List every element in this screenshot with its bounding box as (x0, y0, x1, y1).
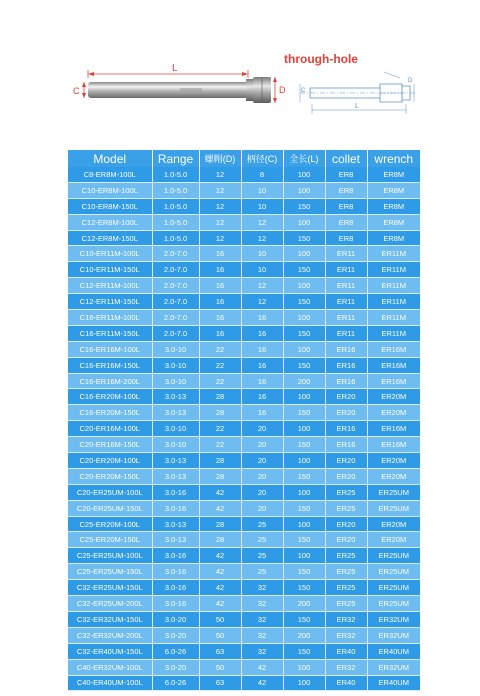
cell-wrench: ER20M (367, 532, 420, 548)
cell-wrench: ER25UM (367, 564, 420, 580)
cell-model: C16-ER20M-100L (68, 389, 152, 405)
cell-range: 3.0-20 (152, 659, 199, 675)
cell-nut-diameter: 12 (199, 230, 241, 246)
cell-nut-diameter: 42 (199, 596, 241, 612)
cell-collet: ER25 (325, 596, 367, 612)
cell-overall-length: 150 (283, 262, 325, 278)
table-row (68, 643, 420, 659)
cell-nut-diameter: 12 (199, 198, 241, 214)
cell-collet: ER8 (325, 167, 367, 182)
cell-wrench: ER25UM (367, 548, 420, 564)
cell-collet: ER20 (325, 453, 367, 469)
cell-collet: ER25 (325, 500, 367, 516)
cell-shank-diameter: 16 (241, 357, 283, 373)
cell-shank-diameter: 20 (241, 484, 283, 500)
cell-model: C10-ER8M-150L (68, 198, 152, 214)
cell-overall-length: 100 (283, 548, 325, 564)
cell-overall-length: 200 (283, 627, 325, 643)
cell-overall-length: 100 (283, 659, 325, 675)
cell-overall-length: 200 (283, 373, 325, 389)
through-hole-label: through-hole (284, 52, 358, 66)
cell-model: C32-ER40UM-150L (68, 643, 152, 659)
cell-wrench: ER25UM (367, 580, 420, 596)
cell-shank-diameter: 16 (241, 405, 283, 421)
cell-model: C20-ER16M-100L (68, 421, 152, 437)
cell-wrench: ER20M (367, 468, 420, 484)
table-row (68, 310, 420, 326)
cell-range: 3.0-20 (152, 611, 199, 627)
table-row (68, 405, 420, 421)
cell-range: 1.0-5.0 (152, 182, 199, 198)
table-row (68, 341, 420, 357)
cell-range: 2.0-7.0 (152, 325, 199, 341)
cell-model: C16-ER16M-100L (68, 341, 152, 357)
cell-range: 3.0-13 (152, 516, 199, 532)
cell-shank-diameter: 25 (241, 564, 283, 580)
cell-shank-diameter: 32 (241, 596, 283, 612)
cell-model: C20-ER25UM-150L (68, 500, 152, 516)
cell-overall-length: 100 (283, 310, 325, 326)
cell-collet: ER40 (325, 675, 367, 691)
header-nut-diameter: 螺帽(D) (199, 150, 241, 167)
cell-overall-length: 100 (283, 341, 325, 357)
cell-collet: ER16 (325, 341, 367, 357)
cell-wrench: ER11M (367, 246, 420, 262)
cell-nut-diameter: 42 (199, 564, 241, 580)
cell-collet: ER11 (325, 310, 367, 326)
cell-range: 3.0-16 (152, 484, 199, 500)
header-model: Model (68, 150, 152, 167)
cell-wrench: ER16M (367, 373, 420, 389)
cell-model: C12-ER8M-150L (68, 230, 152, 246)
cell-model: C32-ER25UM-150L (68, 580, 152, 596)
tool-holder-figure (0, 0, 480, 140)
cell-nut-diameter: 50 (199, 627, 241, 643)
cell-range: 2.0-7.0 (152, 262, 199, 278)
table-row (68, 182, 420, 198)
cell-range: 2.0-7.0 (152, 294, 199, 310)
cell-overall-length: 150 (283, 294, 325, 310)
cell-wrench: ER8M (367, 230, 420, 246)
cell-model: C12-ER8M-100L (68, 214, 152, 230)
cell-model: C12-ER11M-100L (68, 278, 152, 294)
table-row (68, 325, 420, 341)
length-dimension (88, 70, 248, 78)
cell-model: C16-ER11M-100L (68, 310, 152, 326)
cell-nut-diameter: 16 (199, 278, 241, 294)
cell-model: C16-ER20M-150L (68, 405, 152, 421)
table-row (68, 246, 420, 262)
cell-wrench: ER40UM (367, 643, 420, 659)
cell-overall-length: 150 (283, 405, 325, 421)
cell-nut-diameter: 16 (199, 262, 241, 278)
cell-wrench: ER8M (367, 182, 420, 198)
cell-range: 3.0-13 (152, 389, 199, 405)
table-row (68, 373, 420, 389)
cell-wrench: ER25UM (367, 484, 420, 500)
cell-range: 3.0-10 (152, 437, 199, 453)
table-row (68, 516, 420, 532)
cell-overall-length: 150 (283, 437, 325, 453)
cell-collet: ER8 (325, 230, 367, 246)
cell-overall-length: 100 (283, 278, 325, 294)
cell-model: C25-ER20M-100L (68, 516, 152, 532)
table-row (68, 468, 420, 484)
cell-nut-diameter: 22 (199, 421, 241, 437)
cell-overall-length: 150 (283, 500, 325, 516)
cell-collet: ER25 (325, 484, 367, 500)
cell-collet: ER25 (325, 580, 367, 596)
cell-collet: ER32 (325, 659, 367, 675)
cell-shank-diameter: 12 (241, 230, 283, 246)
cell-nut-diameter: 22 (199, 373, 241, 389)
cell-model: C25-ER20M-150L (68, 532, 152, 548)
cell-wrench: ER25UM (367, 596, 420, 612)
cell-collet: ER8 (325, 214, 367, 230)
table-row (68, 500, 420, 516)
cell-nut-diameter: 28 (199, 453, 241, 469)
cell-collet: ER20 (325, 516, 367, 532)
cell-model: C25-ER25UM-100L (68, 548, 152, 564)
cell-model: C32-ER32UM-200L (68, 627, 152, 643)
cell-shank-diameter: 20 (241, 453, 283, 469)
cell-wrench: ER16M (367, 341, 420, 357)
cell-range: 3.0-16 (152, 596, 199, 612)
cell-overall-length: 150 (283, 325, 325, 341)
cell-wrench: ER11M (367, 294, 420, 310)
cell-wrench: ER16M (367, 437, 420, 453)
header-overall-length: 全长(L) (283, 150, 325, 167)
cell-wrench: ER25UM (367, 500, 420, 516)
cell-nut-diameter: 12 (199, 182, 241, 198)
cell-wrench: ER11M (367, 262, 420, 278)
cell-model: C16-ER16M-200L (68, 373, 152, 389)
cell-shank-diameter: 10 (241, 262, 283, 278)
cell-nut-diameter: 42 (199, 580, 241, 596)
table-row (68, 611, 420, 627)
cell-wrench: ER32UM (367, 611, 420, 627)
cell-shank-diameter: 10 (241, 198, 283, 214)
cell-range: 3.0-13 (152, 405, 199, 421)
cell-nut-diameter: 16 (199, 294, 241, 310)
cell-shank-diameter: 42 (241, 675, 283, 691)
cell-nut-diameter: 50 (199, 659, 241, 675)
cell-range: 6.0-26 (152, 643, 199, 659)
table-row (68, 484, 420, 500)
table-row (68, 548, 420, 564)
cell-nut-diameter: 22 (199, 341, 241, 357)
cell-nut-diameter: 28 (199, 532, 241, 548)
cell-collet: ER20 (325, 405, 367, 421)
cell-wrench: ER11M (367, 325, 420, 341)
cell-range: 1.0-5.0 (152, 167, 199, 182)
cell-collet: ER11 (325, 325, 367, 341)
cell-shank-diameter: 20 (241, 421, 283, 437)
cell-model: C32-ER25UM-200L (68, 596, 152, 612)
cell-nut-diameter: 28 (199, 405, 241, 421)
cell-nut-diameter: 16 (199, 310, 241, 326)
cell-collet: ER25 (325, 548, 367, 564)
cell-wrench: ER32UM (367, 627, 420, 643)
cell-overall-length: 100 (283, 246, 325, 262)
cell-range: 3.0-13 (152, 453, 199, 469)
cell-nut-diameter: 12 (199, 214, 241, 230)
table-row (68, 532, 420, 548)
cell-model: C25-ER25UM-150L (68, 564, 152, 580)
cell-range: 1.0-5.0 (152, 214, 199, 230)
cell-wrench: ER40UM (367, 675, 420, 691)
cell-collet: ER8 (325, 198, 367, 214)
cell-range: 2.0-7.0 (152, 246, 199, 262)
cell-model: C20-ER20M-100L (68, 453, 152, 469)
cell-nut-diameter: 42 (199, 484, 241, 500)
table-row (68, 659, 420, 675)
cell-collet: ER16 (325, 437, 367, 453)
cell-model: C10-ER11M-150L (68, 262, 152, 278)
table-row (68, 453, 420, 469)
table-row (68, 214, 420, 230)
cell-collet: ER16 (325, 421, 367, 437)
cell-nut-diameter: 42 (199, 548, 241, 564)
cell-model: C20-ER20M-150L (68, 468, 152, 484)
cell-shank-diameter: 20 (241, 437, 283, 453)
cell-overall-length: 200 (283, 596, 325, 612)
drawing-length-label: L (355, 103, 359, 110)
cell-wrench: ER20M (367, 453, 420, 469)
cell-nut-diameter: 28 (199, 516, 241, 532)
cell-overall-length: 100 (283, 182, 325, 198)
cell-model: C8-ER8M-100L (68, 167, 152, 182)
cell-model: C32-ER32UM-150L (68, 611, 152, 627)
cell-nut-diameter: 28 (199, 389, 241, 405)
table-header-row (68, 150, 420, 167)
cell-range: 2.0-7.0 (152, 310, 199, 326)
cell-overall-length: 100 (283, 167, 325, 182)
cell-overall-length: 150 (283, 564, 325, 580)
cell-nut-diameter: 16 (199, 246, 241, 262)
cell-shank-diameter: 10 (241, 182, 283, 198)
cell-nut-diameter: 42 (199, 500, 241, 516)
cell-collet: ER11 (325, 294, 367, 310)
cell-model: C20-ER25UM-100L (68, 484, 152, 500)
cell-overall-length: 100 (283, 484, 325, 500)
cell-wrench: ER11M (367, 310, 420, 326)
cell-wrench: ER16M (367, 421, 420, 437)
cell-collet: ER40 (325, 643, 367, 659)
table-row (68, 262, 420, 278)
cell-shank-diameter: 12 (241, 294, 283, 310)
table-body (68, 167, 420, 691)
table-row (68, 437, 420, 453)
table-row (68, 580, 420, 596)
cell-model: C40-ER40UM-100L (68, 675, 152, 691)
cell-wrench: ER11M (367, 278, 420, 294)
cell-overall-length: 100 (283, 516, 325, 532)
cell-wrench: ER20M (367, 516, 420, 532)
cell-shank-diameter: 25 (241, 516, 283, 532)
header-wrench: wrench (367, 150, 420, 167)
cell-overall-length: 150 (283, 643, 325, 659)
header-collet: collet (325, 150, 367, 167)
cell-wrench: ER32UM (367, 659, 420, 675)
table-row (68, 357, 420, 373)
cell-overall-length: 100 (283, 214, 325, 230)
cell-collet: ER32 (325, 611, 367, 627)
cell-overall-length: 150 (283, 532, 325, 548)
cell-range: 3.0-13 (152, 532, 199, 548)
cell-collet: ER25 (325, 564, 367, 580)
cell-nut-diameter: 28 (199, 468, 241, 484)
cell-wrench: ER8M (367, 167, 420, 182)
header-range: Range (152, 150, 199, 167)
cell-overall-length: 150 (283, 611, 325, 627)
cell-shank-diameter: 32 (241, 643, 283, 659)
table-row (68, 675, 420, 691)
cell-shank-diameter: 32 (241, 627, 283, 643)
cell-overall-length: 150 (283, 580, 325, 596)
cell-wrench: ER20M (367, 405, 420, 421)
cell-collet: ER11 (325, 246, 367, 262)
shank-diameter-label: C (73, 86, 80, 96)
cell-shank-diameter: 25 (241, 532, 283, 548)
cell-collet: ER16 (325, 373, 367, 389)
cell-shank-diameter: 10 (241, 246, 283, 262)
cell-model: C16-ER11M-150L (68, 325, 152, 341)
cell-nut-diameter: 22 (199, 437, 241, 453)
table-row (68, 389, 420, 405)
table-row (68, 278, 420, 294)
cell-nut-diameter: 50 (199, 611, 241, 627)
cell-range: 3.0-10 (152, 341, 199, 357)
cell-overall-length: 150 (283, 357, 325, 373)
cell-shank-diameter: 12 (241, 214, 283, 230)
cell-range: 3.0-16 (152, 580, 199, 596)
table-row (68, 198, 420, 214)
cell-shank-diameter: 16 (241, 389, 283, 405)
cell-wrench: ER16M (367, 357, 420, 373)
cell-shank-diameter: 16 (241, 373, 283, 389)
cell-wrench: ER20M (367, 389, 420, 405)
cell-overall-length: 150 (283, 468, 325, 484)
table-row (68, 230, 420, 246)
cell-overall-length: 150 (283, 230, 325, 246)
cell-nut-diameter: 12 (199, 167, 241, 182)
cell-range: 3.0-16 (152, 548, 199, 564)
table-row (68, 421, 420, 437)
cell-model: C20-ER16M-150L (68, 437, 152, 453)
cell-overall-length: 100 (283, 453, 325, 469)
cell-model: C10-ER8M-100L (68, 182, 152, 198)
cell-range: 1.0-5.0 (152, 230, 199, 246)
cell-nut-diameter: 63 (199, 643, 241, 659)
cell-range: 3.0-16 (152, 564, 199, 580)
cell-shank-diameter: 20 (241, 468, 283, 484)
cell-overall-length: 100 (283, 421, 325, 437)
drawing-shank-label: C (301, 88, 306, 94)
cell-shank-diameter: 32 (241, 611, 283, 627)
length-label: L (172, 63, 178, 74)
table-row (68, 564, 420, 580)
cell-collet: ER20 (325, 389, 367, 405)
cell-collet: ER8 (325, 182, 367, 198)
cell-shank-diameter: 8 (241, 167, 283, 182)
cell-collet: ER32 (325, 627, 367, 643)
tool-holder-photo (88, 77, 271, 103)
cell-shank-diameter: 12 (241, 278, 283, 294)
cell-overall-length: 100 (283, 675, 325, 691)
cell-shank-diameter: 16 (241, 341, 283, 357)
cell-collet: ER16 (325, 357, 367, 373)
cell-collet: ER20 (325, 532, 367, 548)
cell-range: 3.0-13 (152, 468, 199, 484)
cell-range: 2.0-7.0 (152, 278, 199, 294)
cell-model: C10-ER11M-100L (68, 246, 152, 262)
table-row (68, 627, 420, 643)
cell-overall-length: 150 (283, 198, 325, 214)
cell-shank-diameter: 20 (241, 500, 283, 516)
cell-range: 6.0-26 (152, 675, 199, 691)
cell-shank-diameter: 25 (241, 548, 283, 564)
nut-diameter-dimension (273, 77, 277, 103)
cell-range: 3.0-10 (152, 357, 199, 373)
header-shank-diameter: 柄径(C) (241, 150, 283, 167)
cell-overall-length: 100 (283, 389, 325, 405)
cell-model: C40-ER32UM-100L (68, 659, 152, 675)
cell-shank-diameter: 16 (241, 310, 283, 326)
cell-range: 3.0-20 (152, 627, 199, 643)
cell-collet: ER11 (325, 262, 367, 278)
table-row (68, 167, 420, 182)
drawing-nut-label: D (408, 78, 413, 84)
cell-wrench: ER8M (367, 214, 420, 230)
cell-nut-diameter: 63 (199, 675, 241, 691)
cell-range: 3.0-10 (152, 421, 199, 437)
cell-shank-diameter: 42 (241, 659, 283, 675)
cell-model: C16-ER16M-150L (68, 357, 152, 373)
cell-shank-diameter: 16 (241, 325, 283, 341)
cell-wrench: ER8M (367, 198, 420, 214)
spec-table (68, 150, 420, 691)
cell-range: 3.0-16 (152, 500, 199, 516)
cell-range: 3.0-10 (152, 373, 199, 389)
nut-diameter-label: D (279, 85, 286, 95)
cell-range: 1.0-5.0 (152, 198, 199, 214)
table-row (68, 596, 420, 612)
cell-shank-diameter: 32 (241, 580, 283, 596)
shank-diameter-dimension (82, 82, 86, 98)
cell-nut-diameter: 16 (199, 325, 241, 341)
cell-model: C12-ER11M-150L (68, 294, 152, 310)
cell-nut-diameter: 22 (199, 357, 241, 373)
table-row (68, 294, 420, 310)
cell-collet: ER20 (325, 468, 367, 484)
cell-collet: ER11 (325, 278, 367, 294)
